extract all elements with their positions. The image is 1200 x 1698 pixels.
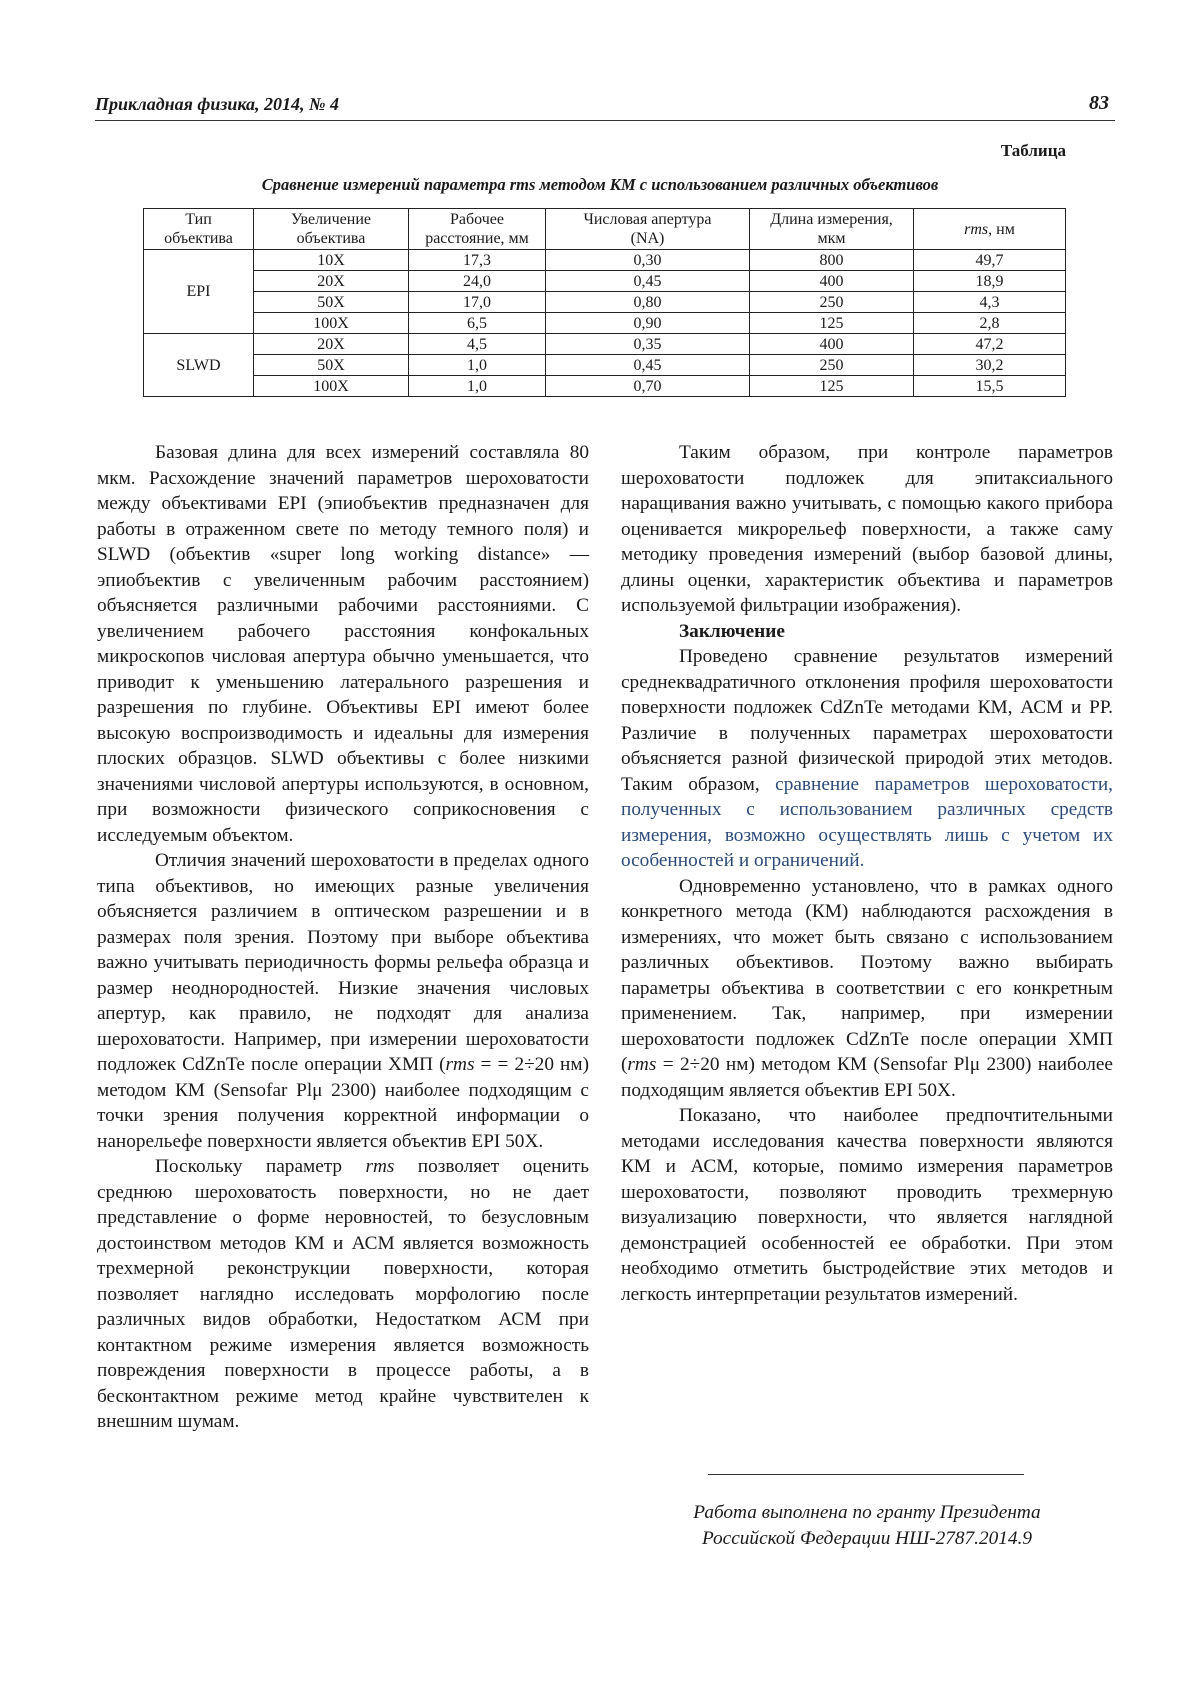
page-number: 83 <box>1089 92 1109 114</box>
table-cell: 4,3 <box>914 292 1066 313</box>
table-cell: 400 <box>750 334 914 355</box>
table-cell: 0,90 <box>546 313 750 334</box>
table-cell: 0,45 <box>546 355 750 376</box>
paragraph: Таким образом, при контроле параметров шероховатости подложек для эпитаксиального наращивания важно учитывать, с помощью какого прибора оценивается микрорельеф поверхности, а также саму методику проведения измерений (выбор базовой длины, длины оценки, характеристик объектива и параметров используемой фильтрации изображения). <box>621 442 1113 616</box>
table-cell: 2,8 <box>914 313 1066 334</box>
table-cell: 400 <box>750 271 914 292</box>
header-measurement-length: Длина измерения, мкм <box>750 209 914 250</box>
table-cell: 1,0 <box>409 376 546 397</box>
table-cell: 15,5 <box>914 376 1066 397</box>
paragraph: Поскольку параметр rms позволяет оценить среднюю шероховатость поверхности, но не дает представление о форме неровностей, то безусловным достоинством методов КМ и АСМ является возможность трехмерной реконструкции поверхности, которая позволяет наглядно исследовать морфологию после различных видов обработки, Недостатком АСМ при контактном режиме измерения является возможность повреждения поверхности в процессе работы, а в бесконтактном режиме метод крайне чувствителен к внешним шумам. <box>97 1156 589 1432</box>
table-cell: 17,3 <box>409 250 546 271</box>
table-cell: 10X <box>254 250 409 271</box>
table-row <box>144 313 1066 334</box>
table-row <box>144 334 1066 355</box>
table-cell: 1,0 <box>409 355 546 376</box>
table-cell: 49,7 <box>914 250 1066 271</box>
table-cell: 0,35 <box>546 334 750 355</box>
table-cell: 125 <box>750 376 914 397</box>
paragraph: Показано, что наиболее предпочтительными методами исследования качества поверхности являются КМ и АСМ, которые, помимо измерения параметров шероховатости, позволяют проводить трехмерную визуализацию поверхности, что является наглядной демонстрацией особенностей ее обработки. При этом необходимо отметить быстродействие этих методов и легкость интерпретации результатов измерений. <box>621 1105 1113 1305</box>
table-row <box>144 376 1066 397</box>
table-cell: 0,30 <box>546 250 750 271</box>
grant-acknowledgement: Работа выполнена по гранту Президента Российской Федерации НШ-2787.2014.9 <box>693 1502 1041 1549</box>
table-cell: 50X <box>254 292 409 313</box>
table-cell: 20X <box>254 334 409 355</box>
table-cell: 30,2 <box>914 355 1066 376</box>
paragraph: Базовая длина для всех измерений составляла 80 мкм. Расхождение значений параметров шероховатости между объективами EPI (эпиобъектив предназначен для работы в отраженном свете по методу темного поля) и SLWD (объектив «super long working distance» — эпиобъектив с увеличенным рабочим расстоянием) объясняется различными рабочими расстояниями. С увеличением рабочего расстояния конфокальных микроскопов числовая апертура обычно уменьшается, что приводит к уменьшению латерального разрешения и разрешения по глубине. Объективы EPI имеют более высокую воспроизводимость и идеальны для измерения плоских образцов. SLWD объективы с более низкими значениями числовой апертуры используются, в основном, при возможности физического соприкосновения с исследуемым объектом. <box>97 442 589 846</box>
group-label-slwd: SLWD <box>144 334 254 397</box>
group-label-epi: EPI <box>144 250 254 334</box>
table-row <box>144 355 1066 376</box>
table-cell: 4,5 <box>409 334 546 355</box>
table-cell: 800 <box>750 250 914 271</box>
table-cell: 0,70 <box>546 376 750 397</box>
table-cell: 6,5 <box>409 313 546 334</box>
paragraph: Отличия значений шероховатости в пределах одного типа объективов, но имеющих разные увеличения объясняется различием в оптическом разрешении и в размерах поля зрения. Поэтому при выборе объектива важно учитывать периодичность формы рельефа образца и размер неоднородностей. Низкие значения числовых апертур, как правило, не подходят для анализа шероховатости. Например, при измерении шероховатости подложек CdZnTe после операции ХМП (rms = = 2÷20 нм) методом КМ (Sensofar Plμ 2300) наиболее подходящим с точки зрения получения корректной информации о нанорельефе поверхности является объектив EPI 50X. <box>97 850 589 1152</box>
table-row <box>144 250 1066 271</box>
table-cell: 100X <box>254 313 409 334</box>
table-cell: 0,80 <box>546 292 750 313</box>
table-cell: 20X <box>254 271 409 292</box>
header-numerical-aperture: Числовая апертура (NA) <box>546 209 750 250</box>
table-row <box>144 271 1066 292</box>
table-label: Таблица <box>1000 141 1066 160</box>
section-title-conclusion: Заключение <box>679 620 785 642</box>
right-column <box>621 440 1113 1307</box>
table-cell: 100X <box>254 376 409 397</box>
header-working-distance: Рабочее расстояние, мм <box>409 209 546 250</box>
table-row <box>144 292 1066 313</box>
journal-title: Прикладная физика, 2014, № 4 <box>95 94 340 114</box>
left-column <box>97 440 589 1435</box>
table-cell: 250 <box>750 292 914 313</box>
table-header-row <box>144 209 1066 250</box>
header-rms: rms, нм <box>914 209 1066 250</box>
paragraph: Одновременно установлено, что в рамках одного конкретного метода (КМ) наблюдаются расхождения в измерениях, что может быть связано с использованием различных объективов. Поэтому важно выбирать параметры объектива в соответствии с его конкретным применением. Так, например, при измерении шероховатости подложек CdZnTe после операции ХМП (rms = 2÷20 нм) методом КМ (Sensofar Plμ 2300) наиболее подходящим является объектив EPI 50X. <box>621 875 1113 1101</box>
table-cell: 0,45 <box>546 271 750 292</box>
paragraph: Проведено сравнение результатов измерений среднеквадратичного отклонения профиля шероховатости поверхности подложек CdZnTe методами КМ, АСМ и РР. Различие в полученных параметрах шероховатости объясняется разной физической природой этих методов. Таким образом, сравнение параметров шероховатости, полученных с использованием различных средств измерения, возможно осуществлять лишь с учетом их особенностей и ограничений. <box>621 646 1113 871</box>
footnote-divider <box>708 1474 1024 1475</box>
table-cell: 250 <box>750 355 914 376</box>
table-cell: 47,2 <box>914 334 1066 355</box>
table-cell: 18,9 <box>914 271 1066 292</box>
table-cell: 125 <box>750 313 914 334</box>
highlighted-sentence: сравнение параметров шероховатости, полученных с использованием различных средств измерения, возможно осуществлять лишь с учетом их особенностей и ограничений. <box>621 773 1113 871</box>
table-cell: 17,0 <box>409 292 546 313</box>
table-caption: Сравнение измерений параметра rms методом КМ с использованием различных объективов <box>261 175 939 194</box>
running-header <box>95 92 1115 121</box>
header-magnification: Увеличение объектива <box>254 209 409 250</box>
table-cell: 24,0 <box>409 271 546 292</box>
header-objective-type: Тип объектива <box>144 209 254 250</box>
comparison-table <box>143 208 1066 397</box>
table-cell: 50X <box>254 355 409 376</box>
